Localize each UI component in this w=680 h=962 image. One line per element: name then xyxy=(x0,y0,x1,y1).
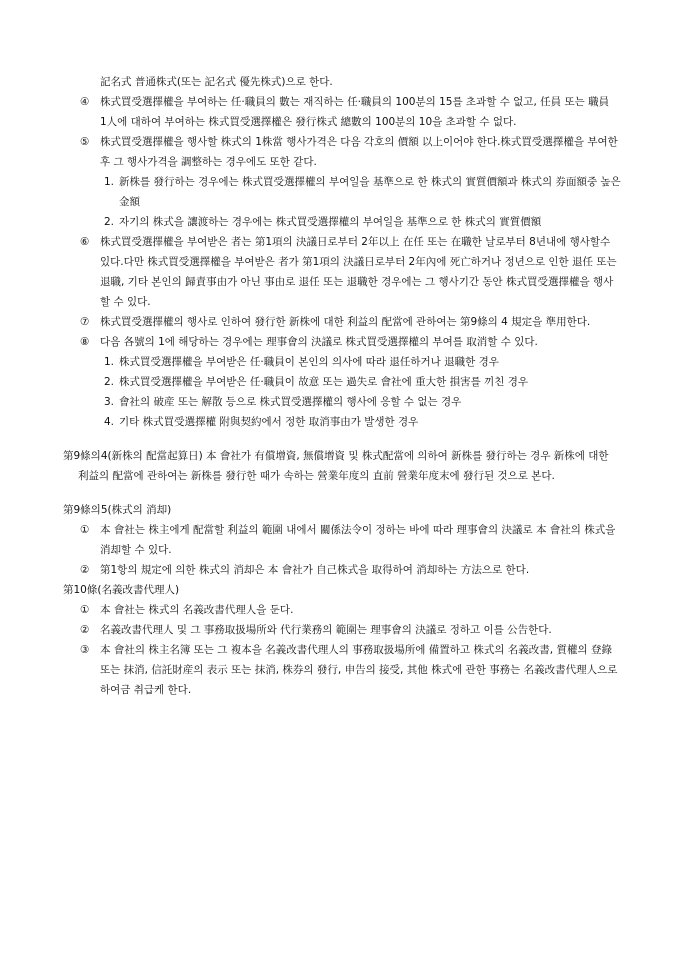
continuation-text: 記名式 普通株式(또는 記名式 優先株式)으로 한다. xyxy=(100,76,333,88)
paragraph-6: ⑥ 株式買受選擇權을 부여받은 者는 第1項의 決議日로부터 2年以上 在任 또는 在職한 날로부터 8년내에 행사할수 있다.다만 株式買受選擇權을 부여받은 者가 第1項의 決議日로부터 2年內에 死亡하거나 정년으로 인한 退任 또는 退職, 기타 본인의 歸責事由가 아닌 事由로 退任 또는 退職한 경우에는 그 행사기간 동안 株式買受選擇權을 행사 할 수 있다. xyxy=(80,236,617,308)
article-10-paragraph-3: ③ 本 會社의 株主名簿 또는 그 複本을 名義改書代理人의 事務取扱場所에 備置하고 株式의 名義改書, 質權의 登錄 또는 抹消, 信託財産의 表示 또는 抹消, 株券의 發行, 申告의 接受, 其他 株式에 관한 事務는 名義改書代理人으로 하여금 취급케 한다. xyxy=(80,644,618,696)
paragraph-8: ⑧ 다음 各號의 1에 해당하는 경우에는 理事會의 決議로 株式買受選擇權의 부여를 取消할 수 있다. xyxy=(80,336,538,348)
article-10-paragraph-1: ① 本 會社는 株式의 名義改書代理人을 둔다. xyxy=(80,604,294,616)
subitem-8-2: 2. 株式買受選擇權을 부여받은 任·職員이 故意 또는 過失로 會社에 重大한 損害를 끼친 경우 xyxy=(104,376,529,388)
article-9-4: 第9條의4(新株의 配當起算日) 本 會社가 有償增資, 無償增資 및 株式配當에 의하여 新株를 發行하는 경우 新株에 대한 利益의 配當에 관하여는 新株를 發行한 때가 속하는 營業年度의 直前 營業年度末에 發行된 것으로 본다. xyxy=(63,450,609,482)
subitem-5-1: 1. 新株를 發行하는 경우에는 株式買受選擇權의 부여일을 基準으로 한 株式의 實質價額과 株式의 券面額중 높은 金額 xyxy=(104,176,621,208)
article-9-5-heading: 第9條의5(株式의 消却) xyxy=(63,504,172,516)
subitem-8-4: 4. 기타 株式買受選擇權 附與契約에서 정한 取消事由가 발생한 경우 xyxy=(104,416,419,428)
article-9-5-paragraph-1: ① 本 會社는 株主에게 配當할 利益의 範圍 내에서 關係法令이 정하는 바에 따라 理事會의 決議로 本 會社의 株式을 消却할 수 있다. xyxy=(80,524,616,556)
paragraph-4: ④ 株式買受選擇權을 부여하는 任·職員의 數는 재직하는 任·職員의 100분의 15를 초과할 수 없고, 任員 또는 職員 1人에 대하여 부여하는 株式買受選擇權은 發行株式 總數의 100분의 10을 초과할 수 없다. xyxy=(80,96,610,128)
article-10-heading: 第10條(名義改書代理人) xyxy=(63,584,180,596)
subitem-8-1: 1. 株式買受選擇權을 부여받은 任·職員이 본인의 의사에 따라 退任하거나 退職한 경우 xyxy=(104,356,499,368)
paragraph-7: ⑦ 株式買受選擇權의 행사로 인하여 發行한 新株에 대한 利益의 配當에 관하여는 第9條의 4 規定을 準用한다. xyxy=(80,316,591,328)
article-10-paragraph-2: ② 名義改書代理人 및 그 事務取扱場所와 代行業務의 範圍는 理事會의 決議로 정하고 이를 公告한다. xyxy=(80,624,552,636)
article-9-5-paragraph-2: ② 第1항의 規定에 의한 株式의 消却은 本 會社가 自己株式을 取得하여 消却하는 方法으로 한다. xyxy=(80,564,530,576)
subitem-8-3: 3. 會社의 破産 또는 解散 등으로 株式買受選擇權의 행사에 응할 수 없는 경우 xyxy=(104,396,462,408)
subitem-5-2: 2. 자기의 株式을 讓渡하는 경우에는 株式買受選擇權의 부여일을 基準으로 한 株式의 實質價額 xyxy=(104,216,542,228)
paragraph-5: ⑤ 株式買受選擇權을 행사할 株式의 1株當 행사가격은 다음 각호의 價額 以上이어야 한다.株式買受選擇權을 부여한 후 그 행사가격을 調整하는 경우에도 또한 같다. xyxy=(80,136,618,168)
article-9-3-items xyxy=(0,92,680,432)
